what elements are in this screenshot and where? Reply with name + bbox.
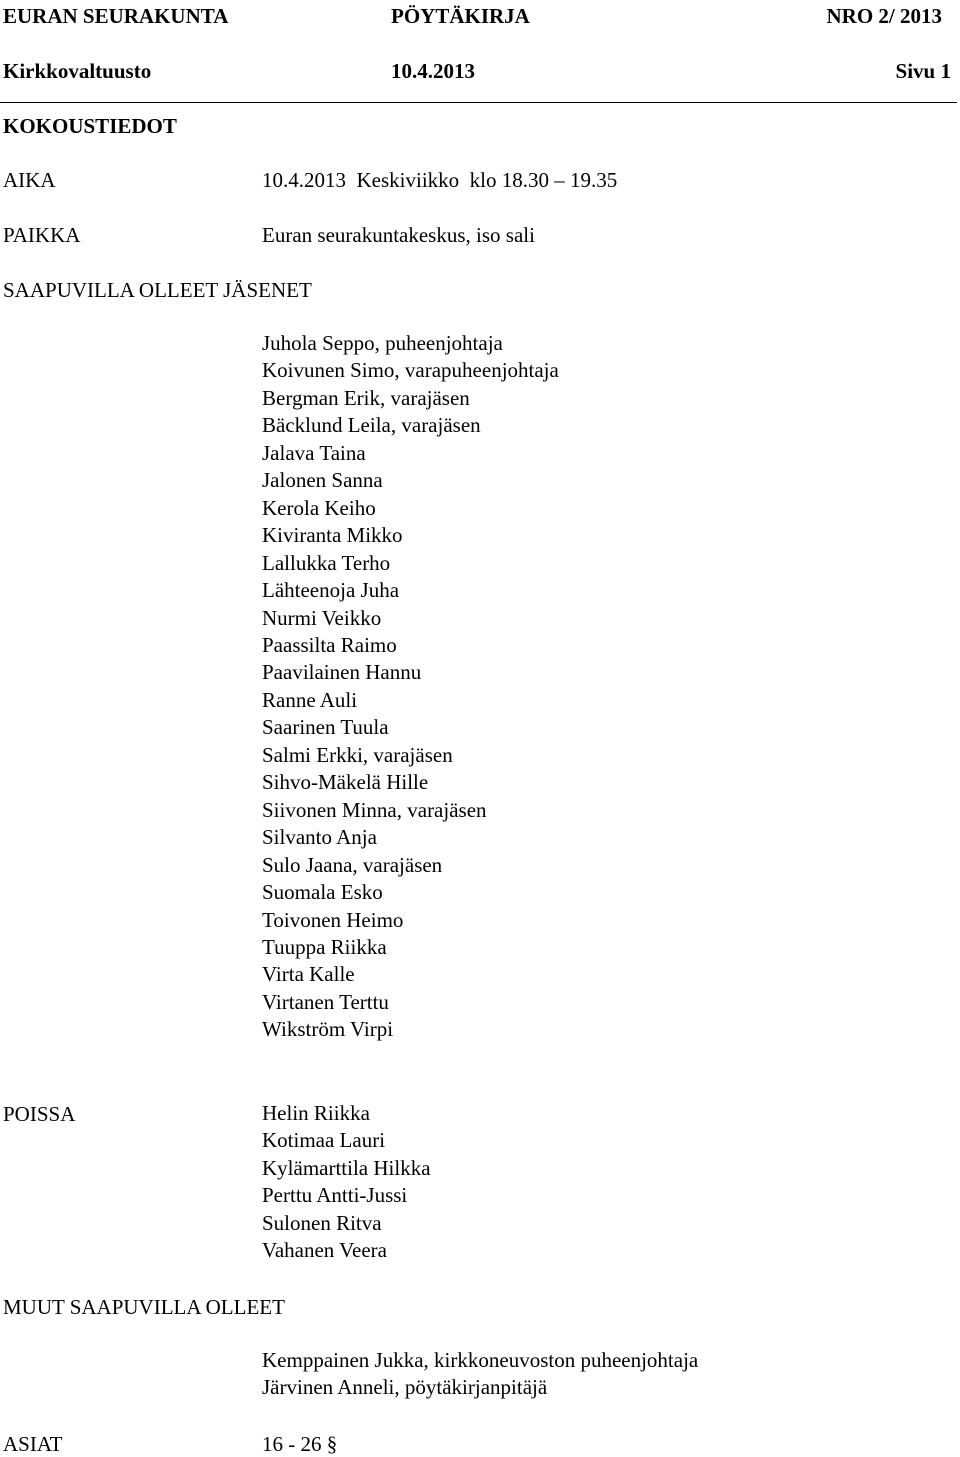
list-item: Bäcklund Leila, varajäsen [262, 413, 481, 438]
list-item: Sulo Jaana, varajäsen [262, 852, 443, 877]
asiat-label: ASIAT [3, 1432, 63, 1456]
list-item: Silvanto Anja [262, 825, 377, 850]
list-item: Kemppainen Jukka, kirkkoneuvoston puheenjohtaja [262, 1348, 699, 1372]
list-item: Wikström Virpi [262, 1017, 394, 1042]
list-item: Salmi Erkki, varajäsen [262, 742, 453, 767]
list-item: Saarinen Tuula [262, 715, 389, 740]
list-item: Nurmi Veikko [262, 605, 382, 630]
list-item: Virtanen Terttu [262, 989, 389, 1014]
list-item: Kiviranta Mikko [262, 523, 403, 548]
document-type: PÖYTÄKIRJA [391, 4, 530, 28]
paikka-value: Euran seurakuntakeskus, iso sali [262, 223, 535, 247]
aika-value: 10.4.2013 Keskiviikko klo 18.30 – 19.35 [262, 168, 618, 192]
list-item: Suomala Esko [262, 880, 383, 905]
list-item: Jalonen Sanna [262, 468, 383, 493]
list-item: Koivunen Simo, varapuheenjohtaja [262, 358, 559, 383]
list-item: Virta Kalle [262, 962, 355, 987]
paikka-label: PAIKKA [3, 223, 81, 247]
list-item: Helin Riikka [262, 1101, 370, 1125]
list-item: Järvinen Anneli, pöytäkirjanpitäjä [262, 1375, 548, 1400]
others-present-list [262, 1347, 698, 1402]
absent-members-list [262, 1100, 431, 1265]
list-item: Juhola Seppo, puheenjohtaja [262, 331, 503, 355]
meeting-body: Kirkkovaltuusto [3, 59, 152, 83]
list-item: Vahanen Veera [262, 1238, 387, 1263]
present-members-list [262, 330, 559, 1044]
list-item: Lähteenoja Juha [262, 578, 400, 603]
list-item: Siivonen Minna, varajäsen [262, 797, 487, 822]
list-item: Sihvo-Mäkelä Hille [262, 770, 429, 795]
section-title: KOKOUSTIEDOT [3, 114, 177, 138]
list-item: Kylämarttila Hilkka [262, 1155, 431, 1180]
list-item: Toivonen Heimo [262, 907, 404, 932]
asiat-value: 16 - 26 § [262, 1432, 338, 1456]
aika-label: AIKA [3, 168, 56, 192]
org-name: EURAN SEURAKUNTA [3, 4, 229, 28]
list-item: Bergman Erik, varajäsen [262, 385, 470, 410]
list-item: Sulonen Ritva [262, 1210, 382, 1235]
page-number: Sivu 1 [895, 59, 951, 83]
present-members-label: SAAPUVILLA OLLEET JÄSENET [3, 278, 312, 302]
list-item: Lallukka Terho [262, 550, 391, 575]
list-item: Kotimaa Lauri [262, 1128, 386, 1153]
meeting-date: 10.4.2013 [391, 59, 475, 83]
list-item: Jalava Taina [262, 440, 366, 465]
list-item: Paassilta Raimo [262, 632, 397, 657]
list-item: Ranne Auli [262, 687, 358, 712]
list-item: Paavilainen Hannu [262, 660, 422, 685]
list-item: Kerola Keiho [262, 495, 376, 520]
list-item: Perttu Antti-Jussi [262, 1183, 408, 1208]
document-number: NRO 2/ 2013 [826, 4, 942, 28]
absent-label: POISSA [3, 1102, 76, 1126]
others-present-label: MUUT SAAPUVILLA OLLEET [3, 1295, 285, 1319]
list-item: Tuuppa Riikka [262, 934, 387, 959]
header-divider [0, 102, 957, 103]
